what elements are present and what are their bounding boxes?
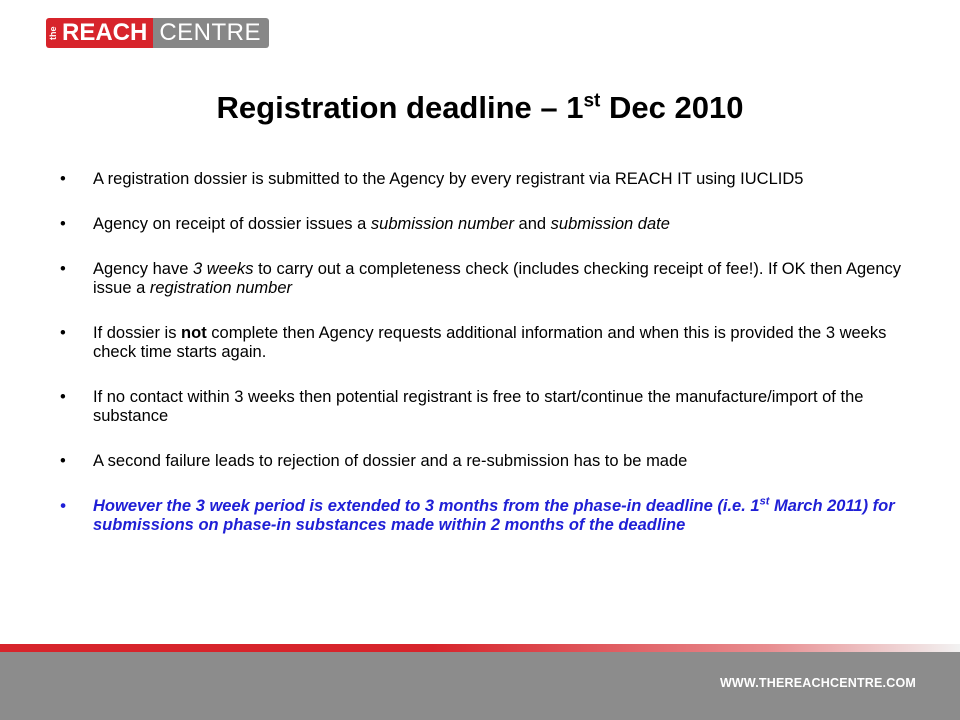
- bullet-item: [60, 324, 905, 362]
- logo-the-text: the: [46, 18, 60, 48]
- bullet-dot: •: [60, 215, 66, 233]
- bullet-dot: •: [60, 388, 66, 406]
- bullet-dot: •: [60, 324, 66, 342]
- bullet-item: [60, 170, 905, 189]
- slide-title: [0, 90, 960, 126]
- bullet-text: Agency have: [93, 260, 193, 278]
- bullet-text: If dossier is: [93, 324, 182, 342]
- bullet-text: However the 3 week period is extended to 3 months from the phase-in deadline (i.e. 1: [93, 497, 760, 515]
- bullet-dot: •: [60, 497, 66, 515]
- bullet-item: [60, 215, 905, 234]
- bullet-emphasis: registration number: [149, 279, 293, 297]
- bullet-dot: •: [60, 260, 66, 278]
- title-main: Registration deadline – 1: [216, 90, 584, 125]
- bullet-text: March 2011) for submissions on phase-in substances made within 2 months of the deadline: [93, 497, 895, 534]
- bullet-item: [60, 260, 905, 298]
- bullet-text: A registration dossier is submitted to the Agency by every registrant via REACH IT using IUCLID5: [93, 170, 804, 188]
- bullet-item: [60, 452, 905, 471]
- footer-accent-bar: [0, 644, 960, 652]
- bullet-superscript: st: [759, 495, 770, 508]
- bullet-emphasis: 3 weeks: [192, 260, 254, 278]
- title-superscript: st: [583, 90, 601, 112]
- bullet-list: [60, 170, 905, 561]
- logo-reach-text: REACH: [60, 18, 153, 48]
- bullet-text: A second failure leads to rejection of dossier and a re-submission has to be made: [93, 452, 688, 470]
- bullet-emphasis: submission number: [370, 215, 514, 233]
- bullet-item: [60, 388, 905, 426]
- footer: [0, 652, 960, 720]
- bullet-text: and: [513, 215, 551, 233]
- bullet-dot: •: [60, 170, 66, 188]
- bullet-text: Agency on receipt of dossier issues a: [93, 215, 371, 233]
- bullet-text: complete then Agency requests additional information and when this is provided the 3 weeks check time starts again.: [93, 324, 887, 361]
- bullet-emphasis: submission date: [550, 215, 670, 233]
- logo-centre-text: CENTRE: [153, 18, 269, 48]
- bullet-text: If no contact within 3 weeks then potential registrant is free to start/continue the manufacture/import of the substance: [93, 388, 864, 425]
- reach-centre-logo: [46, 18, 269, 48]
- bullet-bold: not: [181, 324, 207, 342]
- bullet-dot: •: [60, 452, 66, 470]
- bullet-item-highlight: [60, 497, 905, 535]
- title-rest: Dec 2010: [600, 90, 744, 125]
- footer-url-link[interactable]: WWW.THEREACHCENTRE.COM: [719, 676, 916, 690]
- bullet-text: to carry out a completeness check (includes checking receipt of fee!). If OK then Agency issue a: [93, 260, 902, 297]
